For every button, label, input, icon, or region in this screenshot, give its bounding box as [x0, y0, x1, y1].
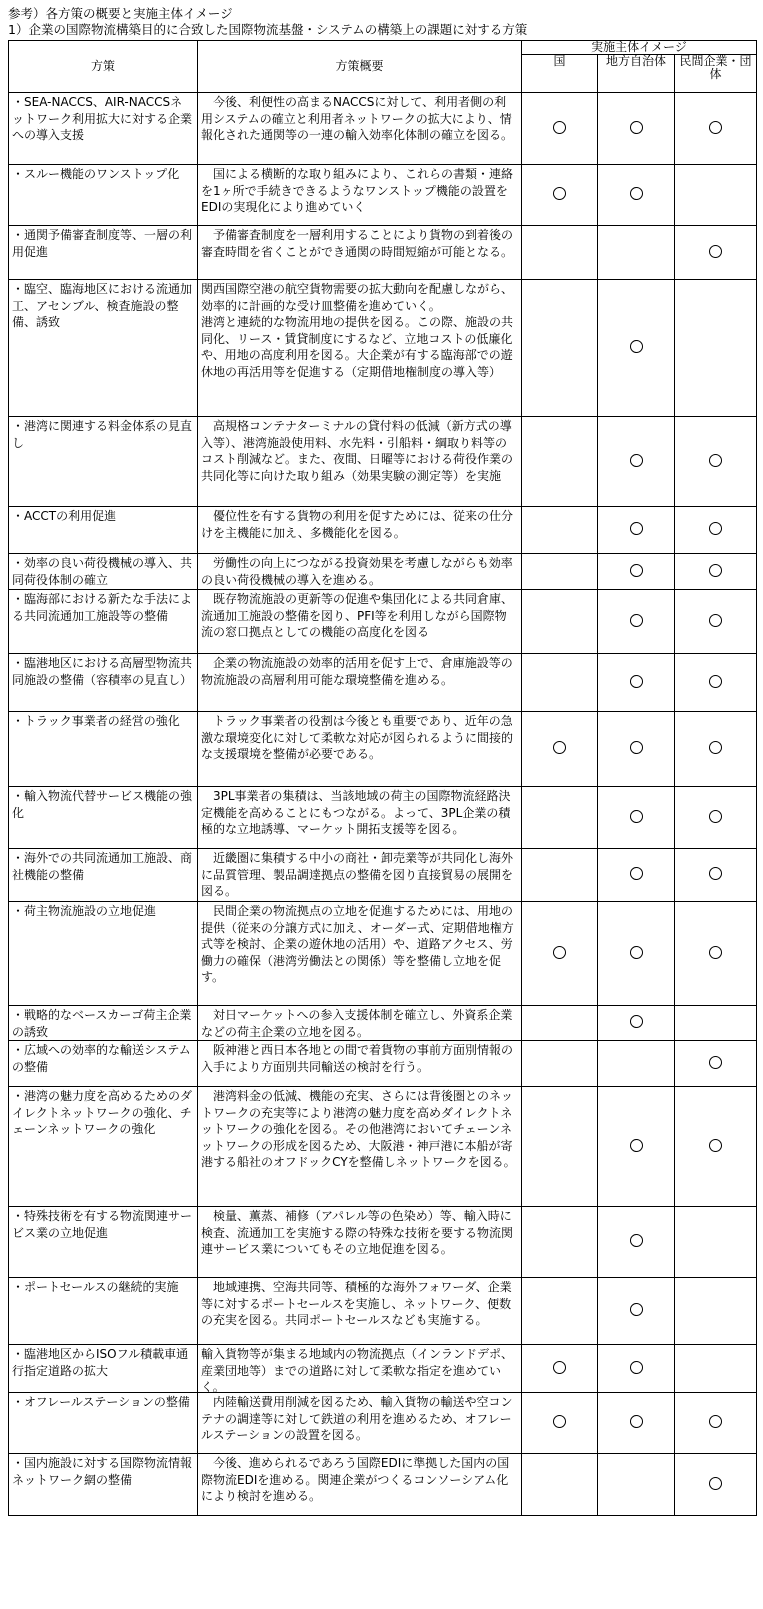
- circle-mark-icon: [553, 187, 566, 200]
- table-row: [9, 280, 757, 417]
- page-title: 参考）各方策の概要と実施主体イメージ: [8, 6, 233, 21]
- actor-national-cell: [522, 1345, 598, 1393]
- actor-local-cell: [598, 590, 675, 654]
- circle-mark-icon: [553, 121, 566, 134]
- summary-text: 内陸輸送費用削減を図るため、輸入貨物の輸送や空コンテナの調達等に対して鉄道の利用を進めるため、オフレールステーションの設置を図る。: [201, 1395, 513, 1442]
- summary-text: 高規格コンテナターミナルの貸付料の低減（新方式の導入等）、港湾施設使用料、水先料・引船料・綱取り料等のコスト削減など。また、夜間、日曜等における荷役作業の共同化等に向けた取り組み（効果実験の測定等）を実施: [201, 419, 514, 483]
- circle-mark-icon: [630, 187, 643, 200]
- actor-national-cell: [522, 1087, 598, 1207]
- circle-mark-icon: [630, 454, 643, 467]
- actor-local-cell: [598, 507, 675, 554]
- summary-text: 既存物流施設の更新等の促進や集団化による共同倉庫、流通加工施設の整備を図り、PFI等を利用しながら国際物流の窓口拠点としての機能の高度化を図る: [201, 592, 514, 639]
- measure-cell: ・トラック事業者の経営の強化: [9, 712, 198, 787]
- actor-private-cell: [675, 787, 757, 849]
- measure-cell: ・臨海部における新たな手法による共同流通加工施設等の整備: [9, 590, 198, 654]
- summary-text: 今後、利便性の高まるNACCSに対して、利用者側の利用システムの確立と利用者ネットワークの拡大により、情報化された通関等の一連の輸入効率化体制の確立を図る。: [201, 95, 514, 142]
- measure-cell: ・特殊技術を有する物流関連サービス業の立地促進: [9, 1207, 198, 1278]
- actor-local-cell: [598, 1454, 675, 1516]
- summary-cell: [198, 787, 522, 849]
- actor-local-cell: [598, 712, 675, 787]
- actor-private-cell: [675, 654, 757, 712]
- circle-mark-icon: [630, 614, 643, 627]
- actor-private-cell: [675, 226, 757, 280]
- measure-cell: ・臨港地区からISOフル積載車通行指定道路の拡大: [9, 1345, 198, 1393]
- table-row: [9, 654, 757, 712]
- measure-cell: ・ACCTの利用促進: [9, 507, 198, 554]
- summary-cell: [198, 226, 522, 280]
- circle-mark-icon: [553, 946, 566, 959]
- actor-local-cell: [598, 1345, 675, 1393]
- circle-mark-icon: [709, 245, 722, 258]
- actor-national-cell: [522, 1454, 598, 1516]
- circle-mark-icon: [630, 1234, 643, 1247]
- measure-cell: ・港湾に関連する料金体系の見直し: [9, 417, 198, 507]
- table-row: [9, 1393, 757, 1454]
- measure-cell: ・荷主物流施設の立地促進: [9, 902, 198, 1006]
- summary-text: 企業の物流施設の効率的活用を促す上で、倉庫施設等の物流施設の高層利用可能な環境整備を進める。: [201, 656, 513, 687]
- actor-national-cell: [522, 1278, 598, 1345]
- table-row: [9, 1006, 757, 1041]
- actor-national-cell: [522, 654, 598, 712]
- actor-private-cell: [675, 1207, 757, 1278]
- actor-local-cell: [598, 849, 675, 902]
- summary-text: 3PL事業者の集積は、当該地域の荷主の国際物流経路決定機能を高めることにもつながる。よって、3PL企業の積極的な立地誘導、マーケット開拓支援等を図る。: [201, 789, 511, 836]
- table-row: [9, 1278, 757, 1345]
- actor-local-cell: [598, 280, 675, 417]
- col-header-private: 民間企業・団体: [675, 55, 757, 93]
- measure-cell: ・港湾の魅力度を高めるためのダイレクトネットワークの強化、チェーンネットワークの強化: [9, 1087, 198, 1207]
- actor-private-cell: [675, 1006, 757, 1041]
- col-header-measure: 方策: [9, 41, 198, 93]
- circle-mark-icon: [630, 1015, 643, 1028]
- circle-mark-icon: [630, 522, 643, 535]
- summary-cell: [198, 1454, 522, 1516]
- summary-text: 国による横断的な取り組みにより、これらの書類・連絡を1ヶ所で手続きできるようなワンストップ機能の設置をEDIの実現化により進めていく: [201, 167, 514, 214]
- actor-national-cell: [522, 417, 598, 507]
- actor-private-cell: [675, 712, 757, 787]
- actor-national-cell: [522, 1006, 598, 1041]
- summary-cell: [198, 554, 522, 590]
- circle-mark-icon: [709, 1477, 722, 1490]
- actor-national-cell: [522, 554, 598, 590]
- table-row: [9, 1454, 757, 1516]
- table-row: [9, 165, 757, 226]
- summary-cell: [198, 1345, 522, 1393]
- summary-text: 検量、薫蒸、補修（アパレル等の色染め）等、輸入時に検査、流通加工を実施する際の特殊な技術を要する物流関連サービス業についてもその立地促進を図る。: [201, 1209, 514, 1256]
- summary-cell: [198, 654, 522, 712]
- actor-national-cell: [522, 226, 598, 280]
- summary-cell: [198, 1393, 522, 1454]
- actor-local-cell: [598, 1278, 675, 1345]
- summary-cell: [198, 280, 522, 417]
- measure-cell: ・臨港地区における高層型物流共同施設の整備（容積率の見直し）: [9, 654, 198, 712]
- actor-national-cell: [522, 1207, 598, 1278]
- circle-mark-icon: [630, 946, 643, 959]
- circle-mark-icon: [709, 867, 722, 880]
- measures-table: [8, 40, 757, 1516]
- actor-local-cell: [598, 1393, 675, 1454]
- actor-national-cell: [522, 712, 598, 787]
- measure-cell: ・広域への効率的な輸送システムの整備: [9, 1041, 198, 1087]
- circle-mark-icon: [553, 741, 566, 754]
- col-header-local: 地方自治体: [598, 55, 675, 93]
- table-row: [9, 1345, 757, 1393]
- col-header-actor-group: 実施主体イメージ: [522, 41, 757, 55]
- summary-cell: [198, 417, 522, 507]
- actor-local-cell: [598, 1087, 675, 1207]
- summary-cell: [198, 1207, 522, 1278]
- summary-cell: [198, 849, 522, 902]
- actor-national-cell: [522, 507, 598, 554]
- circle-mark-icon: [630, 1415, 643, 1428]
- summary-text: 今後、進められるであろう国際EDIに準拠した国内の国際物流EDIを進める。関連企業がつくるコンソーシアム化により検討を進める。: [201, 1456, 510, 1503]
- summary-cell: [198, 507, 522, 554]
- measure-cell: ・オフレールステーションの整備: [9, 1393, 198, 1454]
- measure-cell: ・輸入物流代替サービス機能の強化: [9, 787, 198, 849]
- circle-mark-icon: [630, 340, 643, 353]
- circle-mark-icon: [630, 1361, 643, 1374]
- measure-cell: ・海外での共同流通加工施設、商社機能の整備: [9, 849, 198, 902]
- actor-private-cell: [675, 93, 757, 165]
- summary-cell: [198, 712, 522, 787]
- table-row: [9, 417, 757, 507]
- table-row: [9, 849, 757, 902]
- actor-local-cell: [598, 1207, 675, 1278]
- circle-mark-icon: [709, 675, 722, 688]
- summary-text: トラック事業者の役割は今後とも重要であり、近年の急激な環境変化に対して柔軟な対応が図られるように間接的な支援環境を整備が必要である。: [201, 714, 514, 761]
- actor-national-cell: [522, 590, 598, 654]
- summary-text: 近畿圏に集積する中小の商社・卸売業等が共同化し海外に品質管理、製品調達拠点の整備を図り直接貿易の展開を図る。: [201, 851, 514, 898]
- actor-private-cell: [675, 507, 757, 554]
- actor-national-cell: [522, 849, 598, 902]
- actor-private-cell: [675, 1454, 757, 1516]
- circle-mark-icon: [709, 1139, 722, 1152]
- measure-cell: ・国内施設に対する国際物流情報ネットワーク網の整備: [9, 1454, 198, 1516]
- table-row: [9, 554, 757, 590]
- measure-cell: ・SEA-NACCS、AIR-NACCSネットワーク利用拡大に対する企業への導入支援: [9, 93, 198, 165]
- actor-local-cell: [598, 1041, 675, 1087]
- measure-cell: ・効率の良い荷役機械の導入、共同荷役体制の確立: [9, 554, 198, 590]
- summary-text: 地域連携、空海共同等、積極的な海外フォワーダ、企業等に対するポートセールスを実施し、ネットワーク、便数の充実を図る。共同ポートセールスなども実施する。: [201, 1280, 512, 1327]
- actor-private-cell: [675, 590, 757, 654]
- summary-text: 労働性の向上につながる投資効果を考慮しながらも効率の良い荷役機械の導入を進める。: [201, 556, 513, 587]
- table-row: [9, 1207, 757, 1278]
- table-row: [9, 507, 757, 554]
- actor-local-cell: [598, 554, 675, 590]
- circle-mark-icon: [630, 121, 643, 134]
- actor-local-cell: [598, 93, 675, 165]
- actor-national-cell: [522, 280, 598, 417]
- actor-local-cell: [598, 902, 675, 1006]
- circle-mark-icon: [630, 810, 643, 823]
- actor-private-cell: [675, 1041, 757, 1087]
- circle-mark-icon: [630, 1139, 643, 1152]
- circle-mark-icon: [709, 810, 722, 823]
- actor-national-cell: [522, 787, 598, 849]
- measure-cell: ・ポートセールスの継続的実施: [9, 1278, 198, 1345]
- actor-national-cell: [522, 1041, 598, 1087]
- table-row: [9, 902, 757, 1006]
- circle-mark-icon: [709, 564, 722, 577]
- summary-text: 優位性を有する貨物の利用を促すためには、従来の仕分けを主機能に加え、多機能化を図る。: [201, 509, 514, 540]
- table-row: [9, 93, 757, 165]
- summary-cell: [198, 165, 522, 226]
- table-row: [9, 1041, 757, 1087]
- circle-mark-icon: [709, 1415, 722, 1428]
- table-row: [9, 787, 757, 849]
- circle-mark-icon: [709, 1056, 722, 1069]
- col-header-national: 国: [522, 55, 598, 93]
- summary-text: 民間企業の物流拠点の立地を促進するためには、用地の提供（従来の分譲方式に加え、オーダー式、定期借地権方式等を検討、企業の遊休地の活用）や、道路アクセス、労働力の確保（港湾労働法との関係）等を整備し立地を促す。: [201, 904, 514, 984]
- measure-cell: ・臨空、臨海地区における流通加工、アセンブル、検査施設の整備、誘致: [9, 280, 198, 417]
- actor-local-cell: [598, 1006, 675, 1041]
- circle-mark-icon: [709, 741, 722, 754]
- measure-cell: ・スルー機能のワンストップ化: [9, 165, 198, 226]
- table-row: [9, 712, 757, 787]
- summary-cell: [198, 1278, 522, 1345]
- actor-private-cell: [675, 1345, 757, 1393]
- summary-text: 予備審査制度を一層利用することにより貨物の到着後の審査時間を省くことができ通関の時間短縮が可能となる。: [201, 228, 514, 259]
- summary-cell: [198, 1041, 522, 1087]
- actor-local-cell: [598, 165, 675, 226]
- actor-local-cell: [598, 787, 675, 849]
- summary-text: 対日マーケットへの参入支援体制を確立し、外資系企業などの荷主企業の立地を図る。: [201, 1008, 513, 1038]
- summary-cell: [198, 1087, 522, 1207]
- summary-cell: [198, 93, 522, 165]
- circle-mark-icon: [630, 741, 643, 754]
- circle-mark-icon: [709, 454, 722, 467]
- circle-mark-icon: [709, 946, 722, 959]
- actor-private-cell: [675, 165, 757, 226]
- actor-private-cell: [675, 417, 757, 507]
- summary-text: 輸入貨物等が集まる地域内の物流拠点（インランドデポ、産業団地等）までの道路に対して柔軟な指定を進めていく。: [201, 1347, 514, 1392]
- col-header-summary: 方策概要: [198, 41, 522, 93]
- measure-cell: ・戦略的なベースカーゴ荷主企業の誘致: [9, 1006, 198, 1041]
- circle-mark-icon: [630, 564, 643, 577]
- actor-private-cell: [675, 902, 757, 1006]
- summary-text: 港湾料金の低減、機能の充実、さらには背後圏とのネットワークの充実等により港湾の魅力度を高めダイレクトネットワークの強化を図る。その他港湾においてチェーンネットワークの形成を図るため、大阪港・神戸港に本船が寄港する船社のオフドックCYを整備しネットワークを図る。: [201, 1089, 516, 1169]
- circle-mark-icon: [630, 1303, 643, 1316]
- actor-local-cell: [598, 417, 675, 507]
- summary-cell: [198, 902, 522, 1006]
- actor-national-cell: [522, 93, 598, 165]
- actor-private-cell: [675, 1278, 757, 1345]
- circle-mark-icon: [553, 1415, 566, 1428]
- circle-mark-icon: [630, 867, 643, 880]
- measure-cell: ・通関予備審査制度等、一層の利用促進: [9, 226, 198, 280]
- circle-mark-icon: [553, 1361, 566, 1374]
- page-subtitle: 1）企業の国際物流構築目的に合致した国際物流基盤・システムの構築上の課題に対する方策: [8, 22, 528, 37]
- table-row: [9, 590, 757, 654]
- summary-text: 阪神港と西日本各地との間で着貨物の事前方面別情報の入手により方面別共同輸送の検討を行う。: [201, 1043, 514, 1074]
- actor-private-cell: [675, 849, 757, 902]
- actor-private-cell: [675, 1087, 757, 1207]
- summary-cell: [198, 590, 522, 654]
- actor-private-cell: [675, 1393, 757, 1454]
- summary-cell: [198, 1006, 522, 1041]
- summary-text: 関西国際空港の航空貨物需要の拡大動向を配慮しながら、効率的に計画的な受け皿整備を進めていく。 港湾と連続的な物流用地の提供を図る。この際、施設の共同化、リース・賃貸制度にするなど、立地コストの低廉化や、用地の高度利用を図る。大企業が有する臨海部での遊休地の再活用等を促進する（定期借地権制度の導入等）: [201, 282, 514, 379]
- table-row: [9, 1087, 757, 1207]
- actor-national-cell: [522, 165, 598, 226]
- circle-mark-icon: [709, 121, 722, 134]
- actor-local-cell: [598, 226, 675, 280]
- circle-mark-icon: [630, 675, 643, 688]
- actor-private-cell: [675, 280, 757, 417]
- actor-private-cell: [675, 554, 757, 590]
- circle-mark-icon: [709, 522, 722, 535]
- actor-national-cell: [522, 902, 598, 1006]
- actor-national-cell: [522, 1393, 598, 1454]
- actor-local-cell: [598, 654, 675, 712]
- circle-mark-icon: [709, 614, 722, 627]
- table-row: [9, 226, 757, 280]
